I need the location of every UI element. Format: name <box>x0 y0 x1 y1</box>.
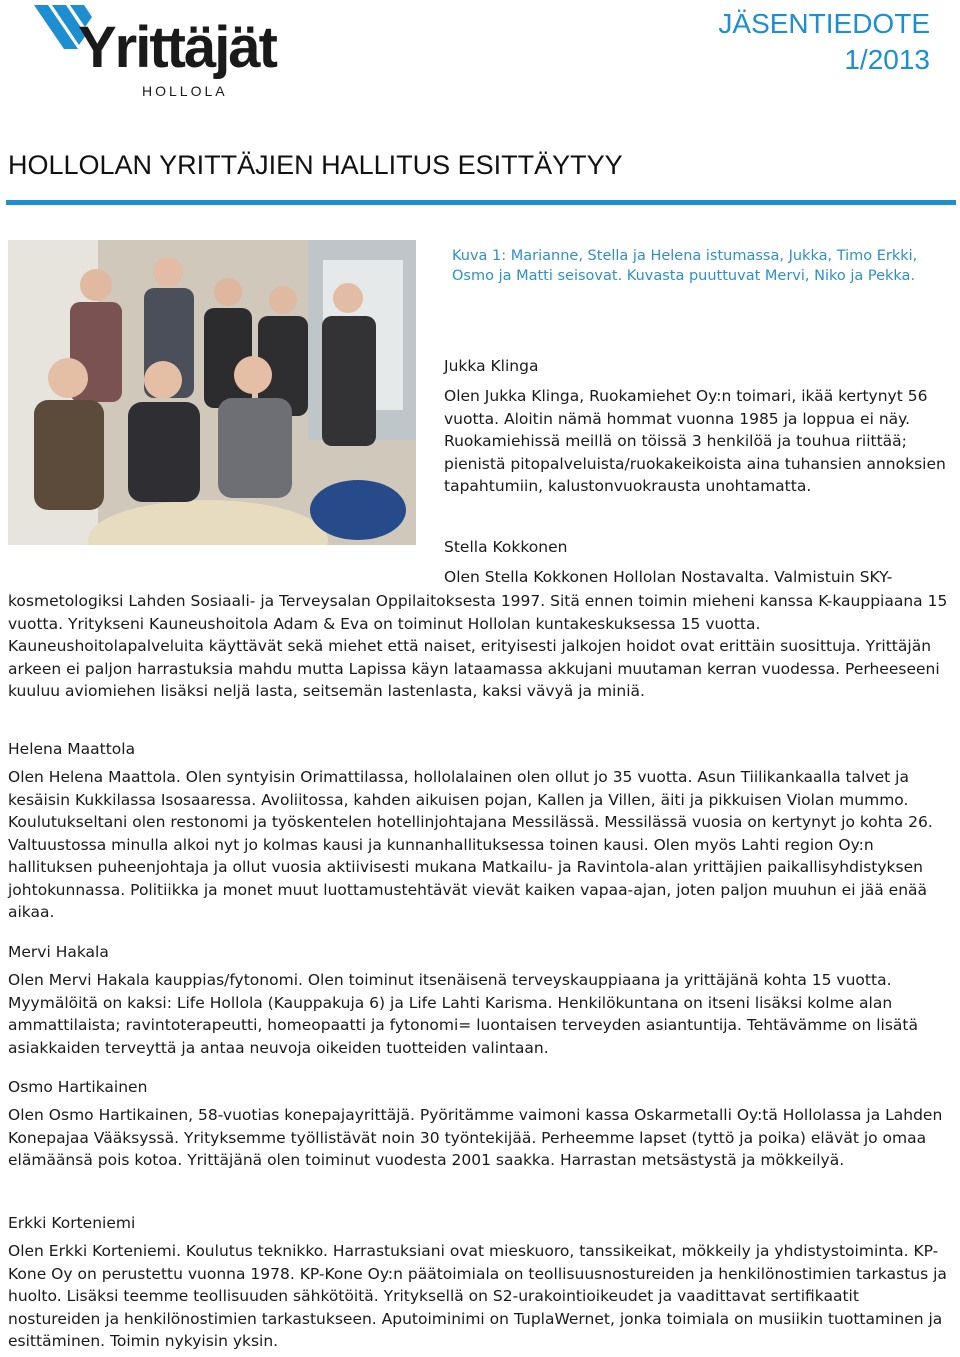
section-body: Olen Helena Maattola. Olen syntyisin Orimattilassa, hollolalainen olen ollut jo 35 vuotta. Asun Tiilikankaalla talvet ja kesäisin Kukkilassa Isosaaressa. Avoliitossa, kahden aikuisen pojan, Kallen ja Villen, äiti ja pikkuisen Violan mummo. Koulutukseltani olen restonomi ja työskentelen hotellinjohtajana Messilässä. Messilässä vuosia on kertynyt jo kohta 26. Valtuustossa minulla alkoi nyt jo kolmas kausi ja kunnanhallituksessa toinen kausi. Olen myös Lahti region Oy:n hallituksen puheenjohtaja ja ollut vuosia aktiivisesti mukana Matkailu- ja Ravintola-alan yrittäjien paikallisyhdistyksen johtokunnassa. Politiikka ja monet muut luottamustehtävät vievät kaiken vapaa-ajan, joten paljon muuhun ei jää enää aikaa. <box>8 768 933 921</box>
logo-wordmark: Yrittäjät <box>78 15 276 80</box>
section-body: Olen Mervi Hakala kauppias/fytonomi. Olen toiminut itsenäisenä terveyskauppiaana ja yrittäjänä kohta 15 vuotta. Myymälöitä on kaksi: Life Hollola (Kauppakuja 6) ja Life Lahti Karisma. Henkilökuntana on itseni lisäksi kolme alan ammattilaista; ravintoterapeutti, homeopaatti ja fytonomi= luontaisen terveyden asiantuntija. Tehtävämme on lisätä asiakkaiden terveyttä ja antaa neuvoja oikeiden tuotteiden valintaan. <box>8 971 918 1057</box>
section-mervi-hakala <box>8 943 953 1059</box>
section-erkki-korteniemi <box>8 1214 953 1353</box>
section-stella-kokkonen-heading <box>444 538 956 589</box>
logo <box>34 5 304 97</box>
photo-caption <box>452 246 932 286</box>
group-photo-illustration <box>8 240 416 545</box>
section-heading: Erkki Korteniemi <box>8 1214 136 1232</box>
issue-number: 1/2013 <box>844 44 930 75</box>
group-photo <box>8 240 416 545</box>
section-body: Olen Osmo Hartikainen, 58-vuotias konepajayrittäjä. Pyöritämme vaimoni kassa Oskarmetalli Oy:tä Hollolassa ja Lahden Konepajaa Vääksyssä. Yrityksemme työllistävät noin 30 työntekijää. Perheemme lapset (tyttö ja poika) elävät jo omaa elämäänsä pois kotoa. Yrittäjänä olen toiminut vuodesta 2001 saakka. Harrastan metsästystä ja mökkeilyä. <box>8 1106 943 1169</box>
section-heading: Jukka Klinga <box>444 357 539 375</box>
section-helena-maattola <box>8 740 953 924</box>
section-body: Olen Jukka Klinga, Ruokamiehet Oy:n toimari, ikää kertynyt 56 vuotta. Aloitin nämä hommat vuonna 1985 ja loppua ei näy. Ruokamiehissä meillä on töissä 3 henkilöä ja touhua riittää; pienistä pitopalveluista/ruokakeikoista aina tuhansien annoksien tapahtumiin, kalustonvuokrausta unohtamatta. <box>444 387 946 495</box>
section-body: kosmetologiksi Lahden Sosiaali- ja Terveysalan Oppilaitoksesta 1997. Sitä ennen toimin mieheni kanssa K-kauppiaana 15 vuotta. Yritykseni Kauneushoitola Adam & Eva on toiminut Hollolan kuntakeskuksessa 15 vuotta. Kauneushoitolapalveluita käyttävät sekä miehet että naiset, erityisesti jalkojen hoidot ovat erittäin suosittuja. Yrittäjän arkeen ei paljon harrastuksia mahdu mutta Lapissa käyn lataamassa akkujani muutaman kerran vuodessa. Perheeseeni kuuluu aviomiehen lisäksi neljä lasta, seitsemän lastenlasta, kaksi vävyä ja miniä. <box>8 592 948 700</box>
section-stella-kokkonen-body <box>8 590 953 703</box>
section-heading: Stella Kokkonen <box>444 538 568 556</box>
photo-caption-text: Kuva 1: Marianne, Stella ja Helena istumassa, Jukka, Timo Erkki, Osmo ja Matti seisovat. Kuvasta puuttuvat Mervi, Niko ja Pekka. <box>452 248 918 284</box>
section-heading: Helena Maattola <box>8 740 136 758</box>
section-heading: Mervi Hakala <box>8 943 109 961</box>
issue-label <box>718 6 930 78</box>
section-body-first-line: Olen Stella Kokkonen Hollolan Nostavalta. Valmistuin SKY- <box>444 568 893 586</box>
section-heading: Osmo Hartikainen <box>8 1078 148 1096</box>
section-jukka-klinga <box>444 357 956 498</box>
logo-subtitle: HOLLOLA <box>142 83 228 99</box>
title-divider <box>6 200 956 205</box>
section-osmo-hartikainen <box>8 1078 953 1172</box>
section-body: Olen Erkki Korteniemi. Koulutus teknikko. Harrastuksiani ovat mieskuoro, tanssikeikat, mökkeily ja yhdistystoiminta. KP-Kone Oy on perustettu vuonna 1978. KP-Kone Oy:n päätoimiala on teollisuusnostureiden ja henkilönostimien tarkastus ja huolto. Lisäksi teemme teollisuuden sähkötöitä. Yrityksellä on S2-urakointioikeudet ja vaadittavat sertifikaatit nostureiden ja henkilönostimien tarkastukseen. Aputoiminimi on TuplaWernet, jonka toimiala on musiikin tuottaminen ja esittäminen. Toimin nykyisin yksin. <box>8 1242 947 1350</box>
page-title: HOLLOLAN YRITTÄJIEN HALLITUS ESITTÄYTYY <box>8 150 623 180</box>
issue-title: JÄSENTIEDOTE <box>718 8 930 39</box>
